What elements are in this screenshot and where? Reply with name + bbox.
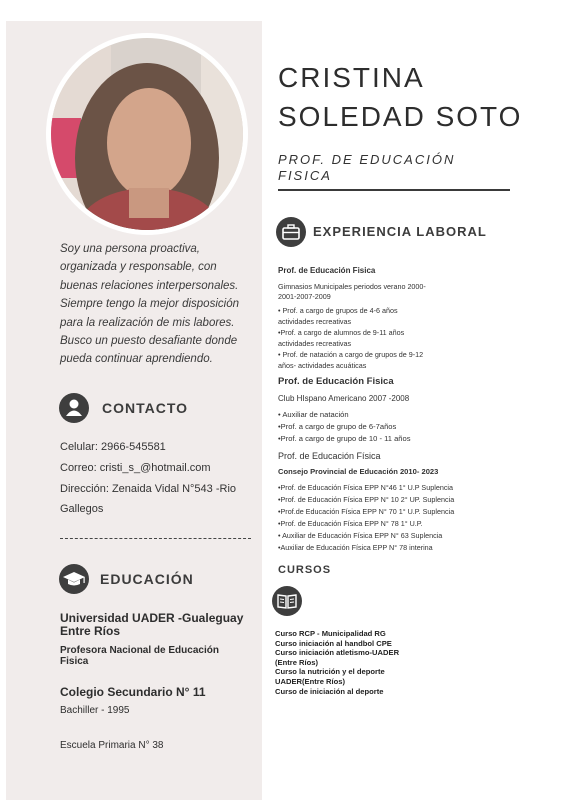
bio-line: organizada y responsable, con <box>60 261 217 274</box>
bio-line: Siempre tengo la mejor disposición <box>60 298 239 311</box>
list-item: Curso RCP - Municipalidad RG <box>275 629 386 638</box>
secondary-school: Colegio Secundario N° 11 <box>60 685 206 699</box>
contact-email: Correo: cristi_s_@hotmail.com <box>60 462 211 474</box>
list-item: • Auxiliar de natación <box>278 410 349 419</box>
job1-place-line: Gimnasios Municipales periodos verano 2000- <box>278 282 426 291</box>
list-item: Curso la nutrición y el deporte <box>275 667 385 677</box>
list-item: actividades recreativas <box>278 339 352 348</box>
job1-bullets <box>278 305 423 371</box>
job1-place <box>278 282 426 301</box>
bio-line: Busco un puesto desafiante donde <box>60 335 238 348</box>
list-item: •Prof. a cargo de alumnos de 9-11 años <box>278 328 405 337</box>
list-item: • Prof. a cargo de grupos de 4-6 años <box>278 306 398 315</box>
list-item: • Prof. de natación a cargo de grupos de 9-12 <box>278 350 424 359</box>
job2-bullets <box>278 409 411 445</box>
list-item: •Prof. de Educación Física EPP N° 78 1° U.P. <box>278 519 423 528</box>
cursos-title: CURSOS <box>278 564 332 576</box>
person-icon <box>59 393 89 423</box>
university <box>60 612 243 638</box>
list-item: •Prof. de Educación Física EPP N° 10 2° UP. Suplencia <box>278 495 455 504</box>
primary-school: Escuela Primaria N° 38 <box>60 740 164 751</box>
book-icon <box>272 586 302 616</box>
degree <box>60 645 219 667</box>
list-item: • Auxiliar de Educación Física EPP N° 63 Suplencia <box>278 531 443 540</box>
experience-title: EXPERIENCIA LABORAL <box>313 224 487 239</box>
degree-line: Profesora Nacional de Educación <box>60 645 219 656</box>
job2-title: Prof. de Educación Fisica <box>278 376 394 387</box>
bio-line: pueda continuar aprendiendo. <box>60 353 213 366</box>
briefcase-icon <box>276 217 306 247</box>
cursos-list <box>275 629 399 696</box>
role-underline <box>278 189 510 191</box>
list-item: años- actividades acuáticas <box>278 361 367 370</box>
list-item: Curso de iniciación al deporte <box>275 686 384 696</box>
job1-place-line: 2001-2007-2009 <box>278 291 331 301</box>
job1-title: Prof. de Educación Fisica <box>278 266 376 275</box>
name-last: SOLEDAD SOTO <box>278 101 523 132</box>
university-line: Universidad UADER -Gualeguay <box>60 611 244 625</box>
contact-title: CONTACTO <box>102 400 189 416</box>
name-first: CRISTINA <box>278 62 425 93</box>
contact-phone: Celular: 2966-545581 <box>60 441 166 453</box>
profile-photo <box>51 38 243 230</box>
bio <box>60 240 250 369</box>
list-item: •Prof. de Educación Física EPP N°46 1° U.P Suplencia <box>278 483 454 492</box>
list-item: •Auxiliar de Educación Física EPP N° 78 interina <box>278 543 433 552</box>
graduation-cap-icon <box>59 564 89 594</box>
list-item: Curso iniciación al handbol CPE <box>275 638 392 648</box>
list-item: •Prof. a cargo de grupo de 6-7años <box>278 422 397 431</box>
job3-title: Prof. de Educación Física <box>278 451 381 461</box>
profile-photo-frame <box>46 33 248 235</box>
list-item: •Prof. a cargo de grupo de 10 - 11 años <box>278 434 411 443</box>
bio-line: Soy una persona proactiva, <box>60 243 201 255</box>
list-item: UADER(Entre Ríos) <box>275 676 346 686</box>
contact-address-city: Gallegos <box>60 503 104 515</box>
job3-subtitle: Consejo Provincial de Educación 2010- 2023 <box>278 467 439 476</box>
divider <box>60 538 251 539</box>
list-item: •Prof.de Educación Física EPP N° 70 1° U.P. Suplencia <box>278 507 455 516</box>
degree-line: Fisica <box>60 656 89 667</box>
job2-place: Club HIspano Americano 2007 -2008 <box>278 394 410 403</box>
list-item: Curso iniciación atletismo-UADER <box>275 648 400 658</box>
bio-line: buenas relaciones interpersonales. <box>60 279 239 292</box>
secondary-school-detail: Bachiller - 1995 <box>60 705 130 716</box>
list-item: (Entre Ríos) <box>275 657 319 667</box>
bio-line: para la realización de mis labores. <box>60 316 235 329</box>
list-item: actividades recreativas <box>278 317 352 326</box>
university-line: Entre Ríos <box>60 624 121 638</box>
job3-bullets <box>278 482 454 554</box>
role-title: PROF. DE EDUCACIÓN FISICA <box>278 152 456 183</box>
education-title: EDUCACIÓN <box>100 571 194 587</box>
contact-address: Dirección: Zenaida Vidal N°543 -Rio <box>60 483 237 495</box>
